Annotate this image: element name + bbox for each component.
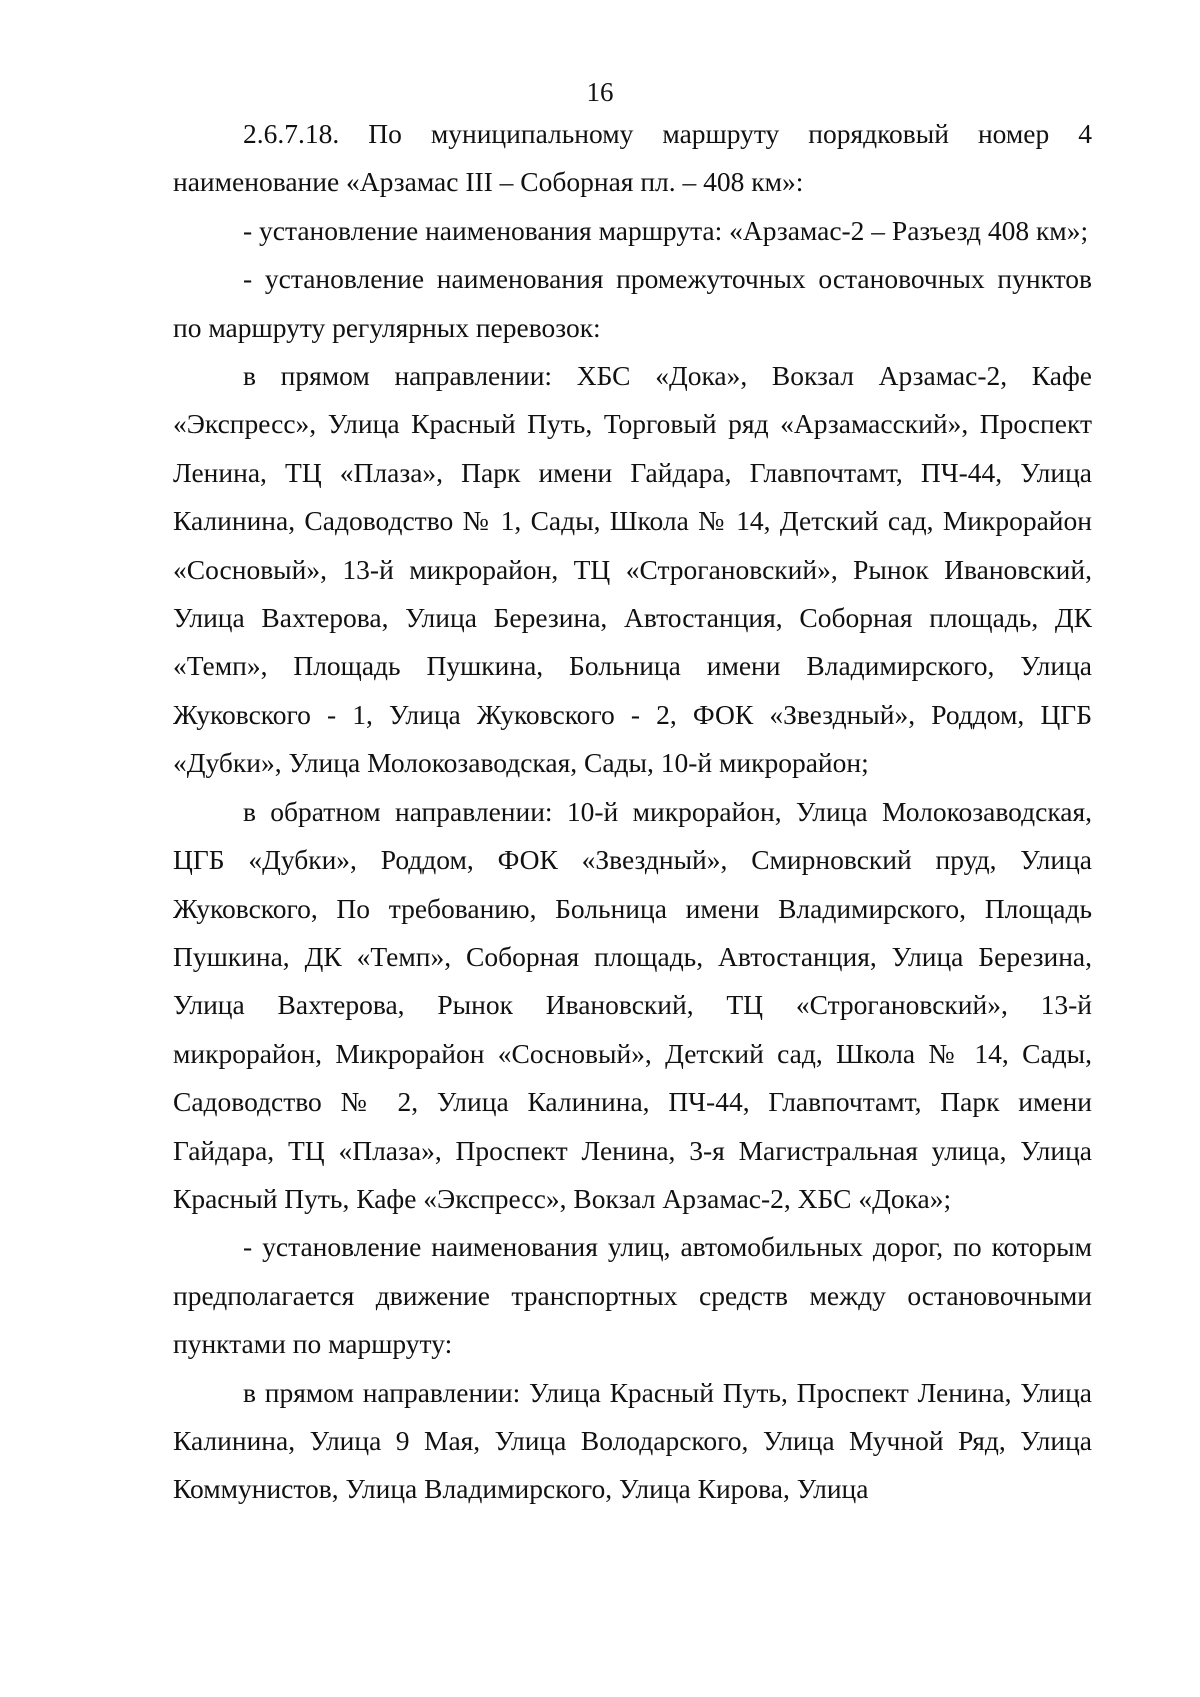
- page-number: 16: [586, 77, 614, 107]
- paragraph-route-heading: 2.6.7.18. По муниципальному маршруту порядковый номер 4 наименование «Арзамас III – Соборная пл. – 408 км»:: [173, 118, 1092, 198]
- paragraph-route-name: - установление наименования маршрута: «Арзамас-2 – Разъезд 408 км»;: [243, 214, 1089, 246]
- paragraph-stops-backward: в обратном направлении: 10-й микрорайон, Улица Молокозаводская, ЦГБ «Дубки», Роддом, ФОК «Звездный», Смирновский пруд, Улица Жуковского, По требованию, Больница имени Владимирского, Площадь Пушкина, ДК «Темп», Соборная площадь, Автостанция, Улица Березина, Улица Вахтерова, Рынок Ивановский, ТЦ «Строгановский», 13-й микрорайон, Микрорайон «Сосновый», Детский сад, Школа № 14, Сады, Садоводство № 2, Улица Калинина, ПЧ-44, Главпочтамт, Парк имени Гайдара, ТЦ «Плаза», Проспект Ленина, 3-я Магистральная улица, Улица Красный Путь, Кафе «Экспресс», Вокзал Арзамас-2, ХБС «Дока»;: [173, 795, 1092, 1214]
- paragraph-streets-intro: - установление наименования улиц, автомобильных дорог, по которым предполагается движение транспортных средств между остановочными пунктами по маршруту:: [173, 1231, 1092, 1360]
- document-body: [173, 110, 1092, 1514]
- paragraph-stops-forward: в прямом направлении: ХБС «Дока», Вокзал Арзамас-2, Кафе «Экспресс», Улица Красный Путь, Торговый ряд «Арзамасский», Проспект Ленина, ТЦ «Плаза», Парк имени Гайдара, Главпочтамт, ПЧ-44, Улица Калинина, Садоводство № 1, Сады, Школа № 14, Детский сад, Микрорайон «Сосновый», 13-й микрорайон, ТЦ «Строгановский», Рынок Ивановский, Улица Вахтерова, Улица Березина, Автостанция, Соборная площадь, ДК «Темп», Площадь Пушкина, Больница имени Владимирского, Улица Жуковского - 1, Улица Жуковского - 2, ФОК «Звездный», Роддом, ЦГБ «Дубки», Улица Молокозаводская, Сады, 10-й микрорайон;: [173, 360, 1092, 779]
- paragraph-stops-intro: - установление наименования промежуточных остановочных пунктов по маршруту регулярных перевозок:: [173, 263, 1092, 343]
- paragraph-streets-forward: в прямом направлении: Улица Красный Путь, Проспект Ленина, Улица Калинина, Улица 9 Мая, Улица Володарского, Улица Мучной Ряд, Улица Коммунистов, Улица Владимирского, Улица Кирова, Улица: [173, 1376, 1092, 1505]
